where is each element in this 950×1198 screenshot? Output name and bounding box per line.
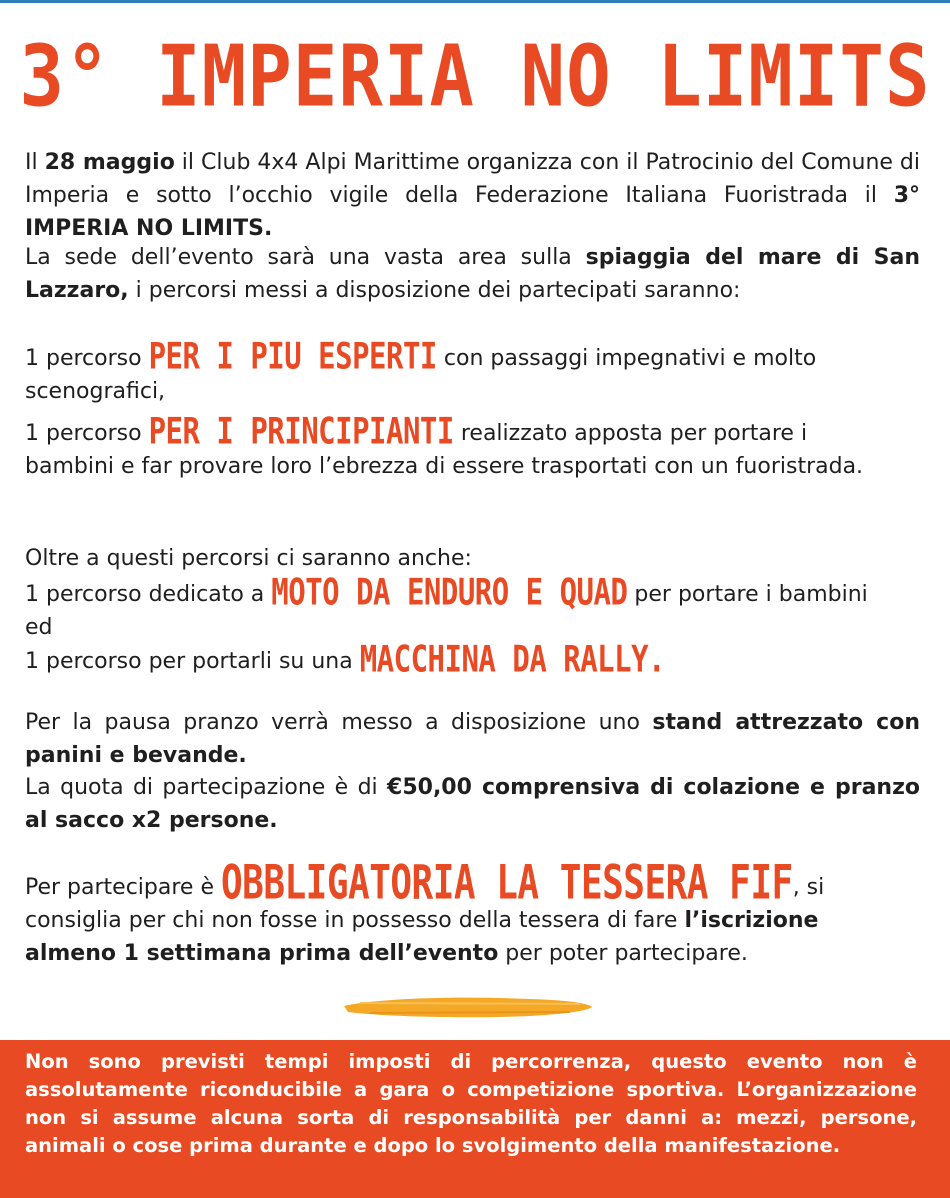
event-name: 3° IMPERIA NO LIMITS. — [25, 183, 920, 241]
fee-paragraph — [25, 771, 920, 837]
membership-paragraph — [25, 856, 885, 970]
fee-text: La quota di partecipazione è di — [25, 775, 388, 800]
route-beginner-highlight: PER I PRINCIPIANTI — [148, 409, 454, 453]
extra-intro: Oltre a questi percorsi ci saranno anche: — [25, 546, 472, 571]
disclaimer-box — [0, 1040, 950, 1198]
route-expert — [25, 334, 920, 408]
route-expert-text-b: con passaggi impegnativi e molto scenografici, — [25, 346, 817, 404]
fee-amount: €50,00 comprensiva di colazione e pranzo al sacco x2 persone. — [25, 775, 920, 833]
route-moto-text-a: 1 percorso dedicato a — [25, 582, 272, 607]
event-date: 28 maggio — [44, 150, 175, 175]
disclaimer-text: Non sono previsti tempi imposti di percorrenza, questo evento non è assolutamente riconducibile a gara o competizione sportiva. L’organizzazione non si assume alcuna sorta di responsabilità per danni a: mezzi, persone, animali o cose prima durante e dopo lo svolgimento della manifestazione. — [25, 1050, 917, 1157]
route-expert-highlight: PER I PIU ESPERTI — [148, 334, 437, 378]
brush-stroke-decoration — [340, 994, 595, 1020]
membership-highlight: OBBLIGATORIA LA TESSERA FIF — [220, 856, 793, 911]
top-rule — [0, 0, 950, 3]
membership-text-c: per poter partecipare. — [498, 941, 748, 966]
route-beginner-text-b: realizzato apposta per portare i bambini e far provare loro l’ebrezza di essere trasportati con un fuoristrada. — [25, 421, 864, 479]
membership-text-b: , si consiglia per chi non fosse in possesso della tessera di fare — [25, 875, 825, 933]
route-moto-highlight: MOTO DA ENDURO E QUAD — [271, 570, 628, 614]
page-title: 3° IMPERIA NO LIMITS — [19, 27, 931, 127]
route-moto — [25, 570, 885, 644]
intro-text-b: il Club 4x4 Alpi Marittime organizza con il Patrocinio del Comune di Imperia e sotto l’occhio vigile della Federazione Italiana Fuoristrada il — [25, 150, 920, 208]
lunch-paragraph — [25, 706, 920, 772]
location-paragraph — [25, 241, 920, 307]
membership-deadline: l’iscrizione almeno 1 settimana prima dell’evento — [25, 908, 819, 966]
lunch-stand: stand attrezzato con panini e bevande. — [25, 710, 920, 768]
membership-text-a: Per partecipare è — [25, 875, 221, 900]
location-text-a: La sede dell’evento sarà una vasta area sulla — [25, 245, 586, 270]
route-rally-text-a: 1 percorso per portarli su una — [25, 649, 360, 674]
event-location: spiaggia del mare di San Lazzaro, — [25, 245, 920, 303]
route-expert-text-a: 1 percorso — [25, 346, 149, 371]
route-beginner — [25, 409, 875, 483]
intro-paragraph — [25, 146, 920, 245]
intro-text-a: Il — [25, 150, 45, 175]
route-rally — [25, 637, 920, 681]
route-beginner-text-a: 1 percorso — [25, 421, 149, 446]
route-rally-highlight: MACCHINA DA RALLY. — [359, 637, 665, 681]
location-text-b: i percorsi messi a disposizione dei partecipati saranno: — [128, 278, 741, 303]
lunch-text: Per la pausa pranzo verrà messo a disposizione uno — [25, 710, 653, 735]
route-moto-text-b: per portare i bambini ed — [25, 582, 868, 640]
